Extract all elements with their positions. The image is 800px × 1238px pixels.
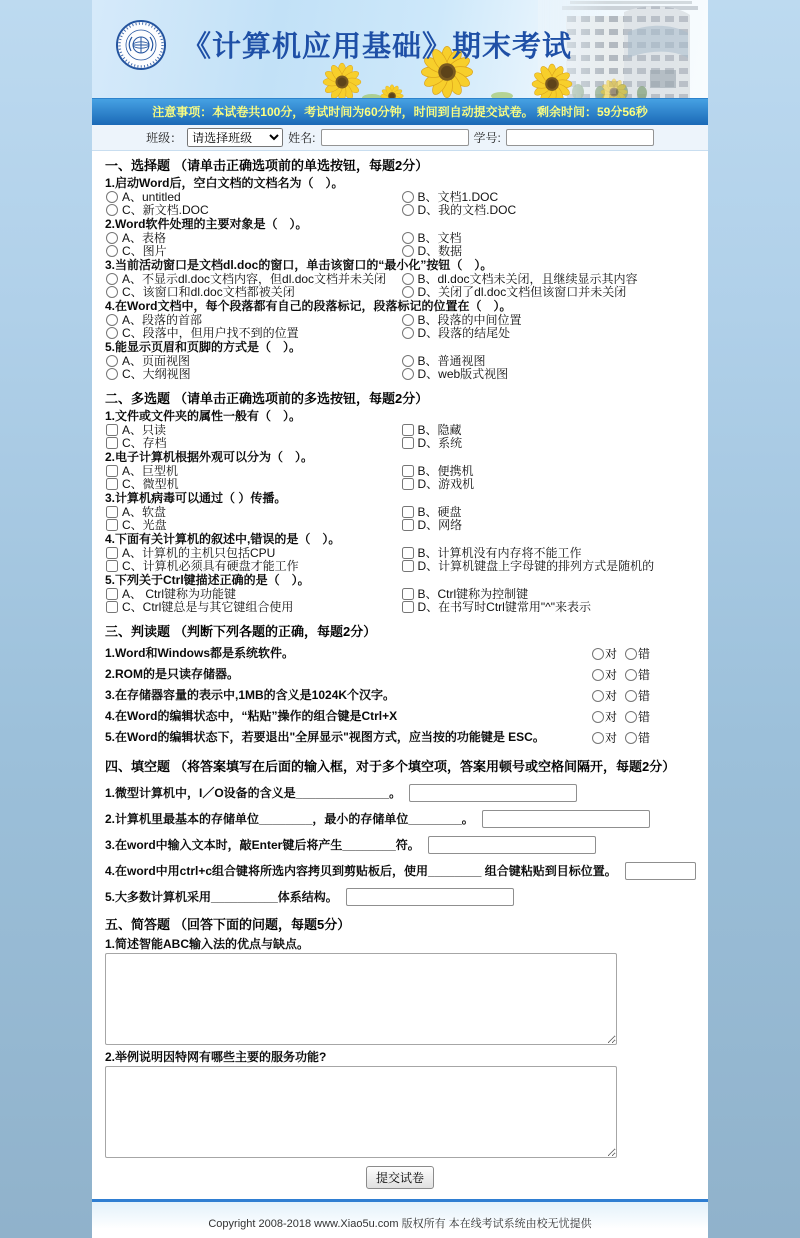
question-text: 2.举例说明因特网有哪些主要的服务功能? — [105, 1050, 327, 1064]
answer-option[interactable] — [401, 518, 697, 531]
judge-question — [105, 685, 696, 706]
question-text: 1.Word和Windows都是系统软件。 — [105, 646, 295, 660]
judge-true-option[interactable] — [592, 645, 617, 662]
option-input[interactable] — [402, 204, 414, 216]
option-label: B、Ctrl键称为控制键 — [417, 587, 529, 601]
option-input[interactable] — [106, 519, 118, 531]
question-text: 2.电子计算机根据外观可以分为（ ）。 — [105, 450, 314, 464]
answer-option[interactable] — [401, 244, 697, 257]
section-subtitle: （请单击正确选项前的多选按钮，每题2分） — [174, 391, 429, 406]
section-title: 三、判读题 — [105, 624, 171, 639]
option-input[interactable] — [402, 232, 414, 244]
judge-question — [105, 643, 696, 664]
options — [105, 464, 696, 490]
option-label: A、 Ctrl键称为功能键 — [122, 587, 237, 601]
answer-option[interactable] — [401, 436, 697, 449]
option-input[interactable] — [106, 245, 118, 257]
submit-row — [92, 1164, 708, 1189]
option-input[interactable] — [402, 245, 414, 257]
section-body — [105, 938, 696, 1158]
section-body — [105, 643, 696, 748]
option-input[interactable] — [402, 519, 414, 531]
question-text: 4.在word中用ctrl+c组合键将所选内容拷贝到剪贴板后，使用________ 组合键粘贴到目标位置。 — [105, 863, 617, 878]
choice-question — [105, 341, 696, 380]
option-input[interactable] — [106, 506, 118, 518]
option-input[interactable] — [106, 232, 118, 244]
judge-false-option[interactable] — [625, 687, 650, 704]
answer-option[interactable] — [401, 367, 697, 380]
judge-options — [592, 666, 696, 683]
section-title: 一、选择题 — [105, 158, 171, 173]
section-subtitle: （将答案填写在后面的输入框，对于多个填空项，答案用顿号或空格间隔开，每题2分） — [174, 759, 676, 774]
answer-option[interactable] — [401, 477, 697, 490]
exam-section — [105, 918, 696, 1158]
option-input[interactable] — [106, 424, 118, 436]
judge-false-radio[interactable] — [625, 669, 637, 681]
option-input[interactable] — [402, 286, 414, 298]
option-label: C、大纲视图 — [122, 367, 191, 381]
school-emblem-logo — [116, 20, 166, 70]
option-input[interactable] — [106, 588, 118, 600]
option-label: B、文档1.DOC — [417, 190, 499, 204]
section-body — [105, 410, 696, 613]
option-label: C、Ctrl键总是与其它键组合使用 — [122, 600, 294, 614]
option-label: C、微型机 — [122, 477, 179, 491]
option-input[interactable] — [106, 465, 118, 477]
options — [105, 313, 696, 339]
question-text: 2.ROM的是只读存储器。 — [105, 667, 240, 681]
judge-options — [592, 708, 696, 725]
options — [105, 231, 696, 257]
option-input[interactable] — [402, 327, 414, 339]
option-input[interactable] — [402, 355, 414, 367]
section-body — [105, 784, 696, 906]
options — [105, 505, 696, 531]
option-input[interactable] — [402, 601, 414, 613]
answer-option[interactable] — [401, 559, 697, 572]
option-label: C、计算机必须具有硬盘才能工作 — [122, 559, 299, 573]
name-label: 姓名: — [288, 131, 316, 145]
option-label: A、只读 — [122, 423, 167, 437]
options — [105, 272, 696, 298]
choice-question — [105, 300, 696, 339]
option-label: A、untitled — [122, 190, 181, 204]
question-text: 5.能显示页眉和页脚的方式是（ ）。 — [105, 340, 302, 354]
option-label: B、dl.doc文档未关闭，且继续显示其内容 — [417, 272, 638, 286]
judge-false-label: 错 — [637, 647, 650, 661]
answer-option[interactable] — [105, 285, 401, 298]
question-text: 4.下面有关计算机的叙述中,错误的是（ ）。 — [105, 532, 341, 546]
section-header — [105, 625, 696, 639]
judge-false-label: 错 — [637, 710, 650, 724]
option-input[interactable] — [106, 478, 118, 490]
judge-false-radio[interactable] — [625, 732, 637, 744]
option-label: A、计算机的主机只包括CPU — [122, 546, 276, 560]
option-input[interactable] — [402, 314, 414, 326]
answer-option[interactable] — [105, 518, 401, 531]
judge-false-radio[interactable] — [625, 648, 637, 660]
fill-question — [105, 836, 696, 854]
option-input[interactable] — [402, 465, 414, 477]
question-text: 1.微型计算机中，I／O设备的含义是______________。 — [105, 785, 402, 800]
options — [105, 423, 696, 449]
section-header — [105, 760, 696, 774]
question-text: 5.下列关于Ctrl键描述正确的是（ ）。 — [105, 573, 310, 587]
section-header — [105, 918, 696, 932]
section-title: 五、简答题 — [105, 917, 171, 932]
option-label: C、图片 — [122, 244, 167, 258]
judge-false-radio[interactable] — [625, 711, 637, 723]
section-subtitle: （回答下面的问题，每题5分） — [174, 917, 351, 932]
section-header — [105, 159, 696, 173]
submit-button[interactable]: 提交试卷 — [366, 1166, 434, 1189]
judge-false-option[interactable] — [625, 729, 650, 746]
essay-question — [105, 938, 696, 1045]
question-text: 3.计算机病毒可以通过（ ）传播。 — [105, 491, 287, 505]
option-label: A、巨型机 — [122, 464, 179, 478]
choice-question — [105, 177, 696, 216]
answer-option[interactable] — [401, 203, 697, 216]
remaining-time: 59分56秒 — [597, 105, 648, 119]
option-input[interactable] — [106, 204, 118, 216]
question-text: 3.当前活动窗口是文档dl.doc的窗口，单击该窗口的“最小化”按钮（ ）。 — [105, 258, 493, 272]
answer-option[interactable] — [401, 326, 697, 339]
question-text: 3.在存储器容量的表示中,1MB的含义是1024K个汉字。 — [105, 688, 396, 702]
option-label: B、硬盘 — [417, 505, 462, 519]
judge-true-option[interactable] — [592, 708, 617, 725]
answer-option[interactable] — [105, 477, 401, 490]
option-label: D、网络 — [417, 518, 463, 532]
options — [105, 190, 696, 216]
option-input[interactable] — [402, 437, 414, 449]
judge-true-option[interactable] — [592, 729, 617, 746]
option-label: C、存档 — [122, 436, 167, 450]
options — [105, 354, 696, 380]
answer-option[interactable] — [105, 326, 401, 339]
judge-question — [105, 664, 696, 685]
class-select[interactable] — [187, 128, 283, 147]
option-label: C、该窗口和dl.doc文档都被关闭 — [122, 285, 295, 299]
option-input[interactable] — [106, 273, 118, 285]
option-label: A、软盘 — [122, 505, 167, 519]
copyright-text: Copyright 2008-2018 www.Xiao5u.com 版权所有 本在线考试系统由校无忧提供 — [92, 1202, 708, 1238]
option-input[interactable] — [106, 437, 118, 449]
section-title: 二、多选题 — [105, 391, 171, 406]
answer-option[interactable] — [105, 367, 401, 380]
option-input[interactable] — [402, 560, 414, 572]
option-label: D、游戏机 — [417, 477, 475, 491]
exam-title: 《计算机应用基础》期末考试 — [182, 31, 573, 63]
judge-true-radio[interactable] — [592, 648, 604, 660]
judge-true-radio[interactable] — [592, 711, 604, 723]
option-label: D、关闭了dl.doc文档但该窗口并未关闭 — [417, 285, 627, 299]
option-input[interactable] — [402, 191, 414, 203]
fill-answer-input[interactable] — [428, 836, 596, 854]
judge-true-radio[interactable] — [592, 690, 604, 702]
choice-question — [105, 533, 696, 572]
fill-answer-input[interactable] — [482, 810, 650, 828]
option-label: A、页面视图 — [122, 354, 191, 368]
exam-section — [105, 159, 696, 380]
fill-question — [105, 862, 696, 880]
judge-true-radio[interactable] — [592, 732, 604, 744]
question-text: 4.在Word的编辑状态中，“粘贴”操作的组合键是Ctrl+X — [105, 709, 398, 723]
option-label: B、隐藏 — [417, 423, 462, 437]
fill-answer-input[interactable] — [625, 862, 696, 880]
essay-answer-textarea[interactable] — [105, 1066, 617, 1158]
choice-question — [105, 451, 696, 490]
option-input[interactable] — [402, 478, 414, 490]
section-title: 四、填空题 — [105, 759, 171, 774]
fill-question — [105, 888, 696, 906]
question-text: 2.计算机里最基本的存储单位________，最小的存储单位________。 — [105, 811, 474, 826]
option-input[interactable] — [402, 424, 414, 436]
section-header — [105, 392, 696, 406]
answer-option[interactable] — [105, 559, 401, 572]
option-input[interactable] — [402, 588, 414, 600]
judge-false-option[interactable] — [625, 666, 650, 683]
answer-option[interactable] — [105, 203, 401, 216]
judge-question — [105, 706, 696, 727]
student-info-bar — [92, 125, 708, 151]
exam-paper — [92, 151, 708, 1158]
question-text: 1.启动Word后，空白文档的文档名为（ ）。 — [105, 176, 344, 190]
option-label: A、表格 — [122, 231, 167, 245]
question-text: 1.简述智能ABC输入法的优点与缺点。 — [105, 937, 310, 951]
option-label: D、我的文档.DOC — [417, 203, 517, 217]
option-input[interactable] — [106, 314, 118, 326]
judge-true-label: 对 — [604, 731, 617, 745]
exam-section — [105, 760, 696, 906]
judge-false-label: 错 — [637, 668, 650, 682]
option-label: D、计算机键盘上字母键的排列方式是随机的 — [417, 559, 655, 573]
option-label: D、段落的结尾处 — [417, 326, 511, 340]
option-label: D、系统 — [417, 436, 463, 450]
judge-options — [592, 687, 696, 704]
question-text: 3.在word中输入文本时，敲Enter键后将产生________符。 — [105, 837, 420, 852]
option-input[interactable] — [402, 547, 414, 559]
option-label: B、普通视图 — [417, 354, 486, 368]
option-label: B、便携机 — [417, 464, 474, 478]
judge-true-radio[interactable] — [592, 669, 604, 681]
class-label: 班级： — [146, 131, 183, 145]
page-footer — [92, 1199, 708, 1238]
judge-false-option[interactable] — [625, 645, 650, 662]
option-label: B、文档 — [417, 231, 462, 245]
option-label: B、计算机没有内存将不能工作 — [417, 546, 582, 560]
answer-option[interactable] — [401, 600, 697, 613]
judge-options — [592, 729, 696, 746]
option-input[interactable] — [402, 273, 414, 285]
option-label: C、段落中，但用户找不到的位置 — [122, 326, 299, 340]
exam-section — [105, 625, 696, 748]
answer-option[interactable] — [105, 600, 401, 613]
option-input[interactable] — [402, 506, 414, 518]
judge-false-option[interactable] — [625, 708, 650, 725]
fill-question — [105, 784, 696, 802]
section-subtitle: （判断下列各题的正确，每题2分） — [174, 624, 377, 639]
option-label: D、数据 — [417, 244, 463, 258]
choice-question — [105, 259, 696, 298]
judge-options — [592, 645, 696, 662]
fill-answer-input[interactable] — [409, 784, 577, 802]
option-input[interactable] — [106, 191, 118, 203]
judge-true-option[interactable] — [592, 687, 617, 704]
exam-page — [92, 0, 708, 1238]
section-subtitle: （请单击正确选项前的单选按钮，每题2分） — [174, 158, 429, 173]
option-label: B、段落的中间位置 — [417, 313, 522, 327]
judge-true-label: 对 — [604, 668, 617, 682]
student-id-input[interactable] — [506, 129, 654, 146]
option-input[interactable] — [106, 368, 118, 380]
option-input[interactable] — [106, 355, 118, 367]
option-input[interactable] — [106, 327, 118, 339]
option-input[interactable] — [106, 286, 118, 298]
judge-false-label: 错 — [637, 689, 650, 703]
choice-question — [105, 492, 696, 531]
choice-question — [105, 574, 696, 613]
choice-question — [105, 218, 696, 257]
judge-true-option[interactable] — [592, 666, 617, 683]
option-input[interactable] — [106, 560, 118, 572]
judge-true-label: 对 — [604, 689, 617, 703]
option-label: D、在书写时Ctrl键常用"^"来表示 — [417, 600, 591, 614]
option-label: C、新文档.DOC — [122, 203, 209, 217]
exam-section — [105, 392, 696, 613]
option-label: A、不显示dl.doc文档内容，但dl.doc文档并未关闭 — [122, 272, 387, 286]
judge-true-label: 对 — [604, 647, 617, 661]
option-input[interactable] — [106, 601, 118, 613]
question-text: 4.在Word文档中，每个段落都有自己的段落标记，段落标记的位置在（ ）。 — [105, 299, 512, 313]
options — [105, 587, 696, 613]
question-text: 2.Word软件处理的主要对象是（ ）。 — [105, 217, 308, 231]
option-input[interactable] — [106, 547, 118, 559]
question-text: 5.在Word的编辑状态下，若要退出"全屏显示"视图方式，应当按的功能键是 ESC。 — [105, 730, 545, 744]
notice-text: 注意事项：本试卷共100分，考试时间为60分钟，时间到自动提交试卷。 剩余时间： — [152, 105, 597, 119]
option-label: D、web版式视图 — [417, 367, 509, 381]
essay-question — [105, 1051, 696, 1158]
option-label: A、段落的首部 — [122, 313, 203, 327]
fill-answer-input[interactable] — [346, 888, 514, 906]
student-id-label: 学号: — [473, 131, 501, 145]
options — [105, 546, 696, 572]
judge-question — [105, 727, 696, 748]
answer-option[interactable] — [105, 436, 401, 449]
judge-true-label: 对 — [604, 710, 617, 724]
fill-question — [105, 810, 696, 828]
judge-false-label: 错 — [637, 731, 650, 745]
choice-question — [105, 410, 696, 449]
section-body — [105, 177, 696, 380]
answer-option[interactable] — [401, 285, 697, 298]
option-label: C、光盘 — [122, 518, 167, 532]
judge-false-radio[interactable] — [625, 690, 637, 702]
exam-header — [92, 0, 708, 98]
answer-option[interactable] — [105, 244, 401, 257]
essay-answer-textarea[interactable] — [105, 953, 617, 1045]
name-input[interactable] — [321, 129, 469, 146]
option-input[interactable] — [402, 368, 414, 380]
question-text: 1.文件或文件夹的属性一般有（ ）。 — [105, 409, 302, 423]
notice-bar — [92, 98, 708, 125]
question-text: 5.大多数计算机采用__________体系结构。 — [105, 889, 338, 904]
